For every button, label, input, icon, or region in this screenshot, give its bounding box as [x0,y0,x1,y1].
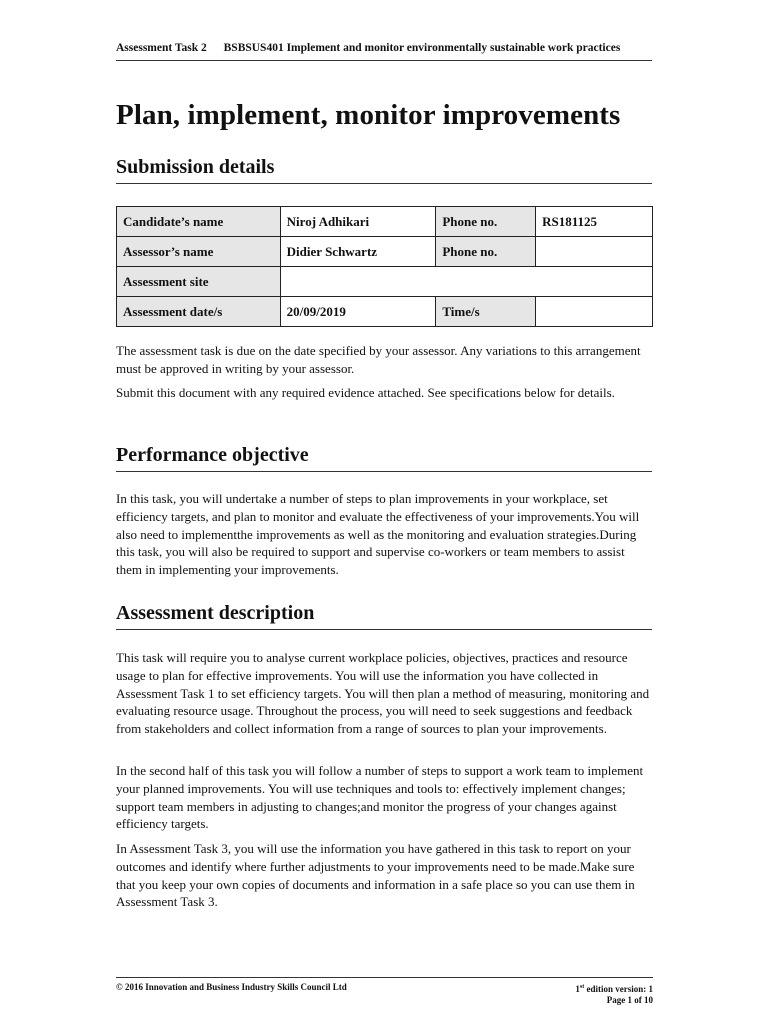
assessor-name-field[interactable]: Didier Schwartz [280,237,436,267]
header-task: Assessment Task 2 [116,42,207,54]
assessment-date-field[interactable]: 20/09/2019 [280,297,436,327]
table-label: Phone no. [436,207,536,237]
page-footer [116,977,653,1005]
performance-paragraph: In this task, you will undertake a number of steps to plan improvements in your workplace, set efficiency targets, and plan to monitor and evaluate the effectiveness of your improvements.You will also need to implementthe improvements as well as the monitoring and evaluation strategies.During this task, you will also be required to support and supervise co-workers or team members to assist them in implementing your improvements. [116,491,640,578]
submission-table [116,206,653,327]
table-row [117,267,653,297]
table-row [117,237,653,267]
candidate-phone-field[interactable]: RS181125 [536,207,653,237]
footer-page-number: Page 1 of 10 [606,995,653,1005]
header-unit: BSBSUS401 Implement and monitor environmentally sustainable work practices [223,42,621,54]
performance-heading: Performance objective [116,444,652,472]
submission-paragraph: Submit this document with any required evidence attached. See specifications below for details. [116,385,615,400]
table-label: Assessment site [117,267,281,297]
assessment-time-field[interactable] [536,297,653,327]
assessment-site-field[interactable] [280,267,652,297]
table-label: Candidate’s name [117,207,281,237]
page-header [116,42,652,61]
table-row [117,207,653,237]
submission-paragraph: The assessment task is due on the date specified by your assessor. Any variations to this arrangement must be approved in writing by your assessor. [116,343,641,376]
submission-heading: Submission details [116,156,652,184]
assessor-phone-field[interactable] [536,237,653,267]
footer-copyright: © 2016 Innovation and Business Industry Skills Council Ltd [116,982,347,992]
table-label: Phone no. [436,237,536,267]
table-label: Assessor’s name [117,237,281,267]
table-label: Assessment date/s [117,297,281,327]
candidate-name-field[interactable]: Niroj Adhikari [280,207,436,237]
footer-edition: 1st edition version: 1 [575,984,653,994]
table-label: Time/s [436,297,536,327]
page-title: Plan, implement, monitor improvements [116,99,621,131]
description-paragraph: In Assessment Task 3, you will use the information you have gathered in this task to report on your outcomes and identify where further adjustments to your improvements need to be made.Make sure that you keep your own copies of documents and information in a safe place so you can use them in Assessment Task 3. [116,841,635,910]
description-paragraph: In the second half of this task you will follow a number of steps to support a work team to implement your planned improvements. You will use techniques and tools to: effectively implement changes; support team members in adjusting to changes;and monitor the progress of your changes against efficiency targets. [116,763,644,832]
description-heading: Assessment description [116,602,652,630]
table-row [117,297,653,327]
description-paragraph: This task will require you to analyse current workplace policies, objectives, practices and resource usage to plan for effective improvements. You will use the information you have collected in Assessment Task 1 to set efficiency targets. You will then plan a method of measuring, monitoring and evaluating resource usage. Throughout the process, you will need to seek suggestions and feedback from stakeholders and collect information from a range of sources to plan your improvements. [116,650,650,737]
